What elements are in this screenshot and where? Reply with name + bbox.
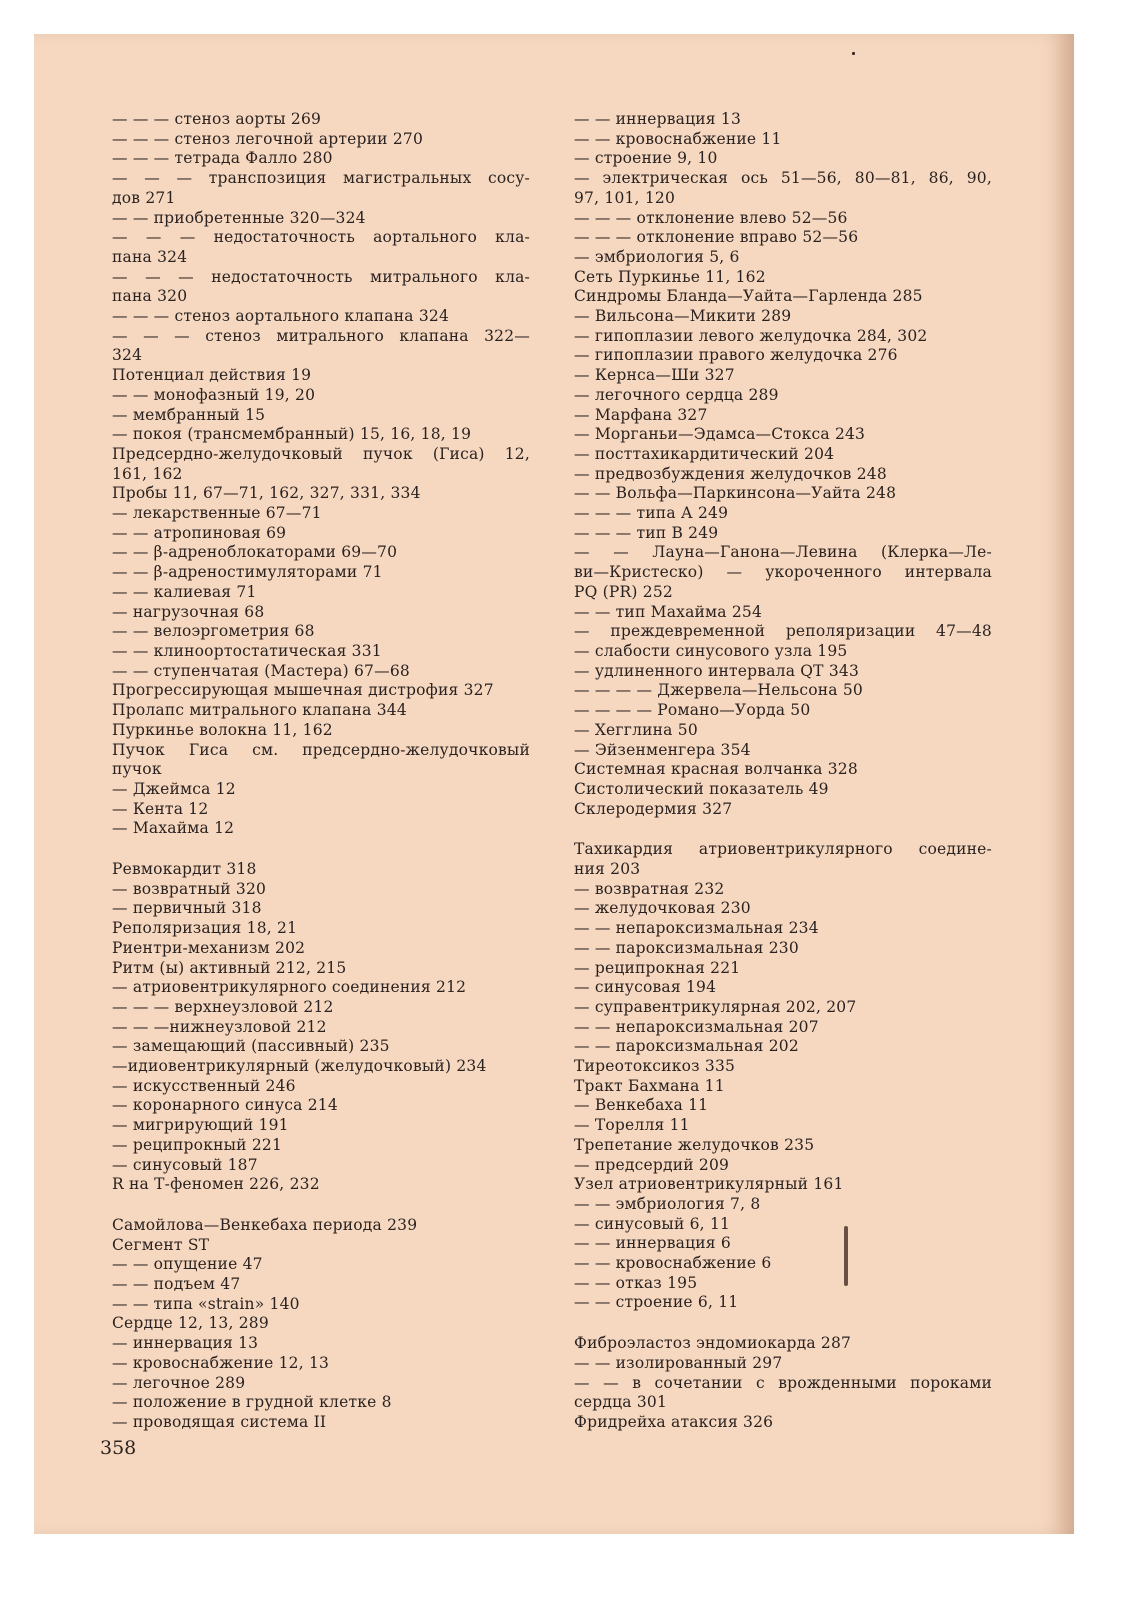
index-entry: Сеть Пуркинье 11, 162 bbox=[574, 267, 766, 286]
index-entry: 161, 162 bbox=[112, 464, 183, 483]
index-entry: — первичный 318 bbox=[112, 899, 262, 918]
index-entry: — искусственный 246 bbox=[112, 1076, 296, 1095]
index-entry: Трепетание желудочков 235 bbox=[574, 1135, 815, 1154]
index-entry: Ревмокардит 318 bbox=[112, 860, 257, 879]
index-column-left bbox=[112, 110, 530, 1433]
index-entry: — — клиноортостатическая 331 bbox=[112, 641, 382, 660]
ink-mark bbox=[844, 1226, 848, 1286]
index-entry: — — — недостаточность митрального кла- bbox=[112, 267, 530, 286]
index-entry: — Венкебаха 11 bbox=[574, 1096, 709, 1115]
section-gap bbox=[574, 1313, 992, 1334]
index-entry: — коронарного синуса 214 bbox=[112, 1096, 338, 1115]
index-entry: — — β-адреноблокаторами 69—70 bbox=[112, 543, 398, 562]
index-entry: Тахикардия атриовентрикулярного соедине- bbox=[574, 840, 992, 859]
index-entry: — — монофазный 19, 20 bbox=[112, 385, 316, 404]
index-entry: — — — недостаточность аортального кла- bbox=[112, 228, 530, 247]
index-entry: 324 bbox=[112, 346, 143, 365]
index-entry: — Джеймса 12 bbox=[112, 779, 236, 798]
index-entry: R на Т-феномен 226, 232 bbox=[112, 1175, 320, 1194]
index-entry: — — опущение 47 bbox=[112, 1255, 263, 1274]
index-entry: — синусовый 6, 11 bbox=[574, 1214, 731, 1233]
index-entry: Ритм (ы) активный 212, 215 bbox=[112, 958, 347, 977]
index-entry: — — — отклонение влево 52—56 bbox=[574, 208, 848, 227]
index-entry: Фиброэластоз эндомиокарда 287 bbox=[574, 1334, 852, 1353]
index-entry: пучок bbox=[112, 760, 162, 779]
index-entry: — предсердий 209 bbox=[574, 1155, 730, 1174]
index-entry: — легочное 289 bbox=[112, 1373, 246, 1392]
section-gap bbox=[112, 1195, 530, 1216]
index-entry: Предсердно-желудочковый пучок (Гиса) 12, bbox=[112, 444, 530, 463]
index-entry: Прогрессирующая мышечная дистрофия 327 bbox=[112, 681, 494, 700]
index-entry: — возвратная 232 bbox=[574, 879, 725, 898]
index-entry: Потенциал действия 19 bbox=[112, 366, 312, 385]
index-entry: — гипоплазии правого желудочка 276 bbox=[574, 346, 898, 365]
index-entry: — — отказ 195 bbox=[574, 1273, 698, 1292]
index-entry: — — атропиновая 69 bbox=[112, 523, 287, 542]
section-gap bbox=[112, 839, 530, 860]
index-entry: — возвратный 320 bbox=[112, 879, 267, 898]
index-entry: — — — отклонение вправо 52—56 bbox=[574, 228, 859, 247]
index-entry: Пролапс митрального клапана 344 bbox=[112, 701, 407, 720]
index-entry: Пуркинье волокна 11, 162 bbox=[112, 720, 333, 739]
section-gap bbox=[574, 819, 992, 840]
index-entry: — — пароксизмальная 230 bbox=[574, 938, 799, 957]
index-entry: — — пароксизмальная 202 bbox=[574, 1037, 799, 1056]
index-entry: — Марфана 327 bbox=[574, 405, 708, 424]
index-entry: — преждевременной реполяризации 47—48 bbox=[574, 622, 992, 641]
index-entry: пана 324 bbox=[112, 247, 188, 266]
index-entry: Сегмент ST bbox=[112, 1235, 210, 1254]
index-entry: — слабости синусового узла 195 bbox=[574, 641, 848, 660]
index-entry: — — — тетрада Фалло 280 bbox=[112, 149, 333, 168]
index-entry: — Вильсона—Микити 289 bbox=[574, 307, 792, 326]
index-entry: — легочного сердца 289 bbox=[574, 385, 779, 404]
index-entry: — — — тип В 249 bbox=[574, 523, 719, 542]
index-entry: Пучок Гиса см. предсердно-желудочковый bbox=[112, 740, 530, 759]
index-entry: Сердце 12, 13, 289 bbox=[112, 1314, 269, 1333]
index-entry: — строение 9, 10 bbox=[574, 149, 718, 168]
index-column-right bbox=[574, 110, 992, 1433]
index-entry: — — изолированный 297 bbox=[574, 1353, 783, 1372]
index-entry: — предвозбуждения желудочков 248 bbox=[574, 464, 887, 483]
index-entry: Пробы 11, 67—71, 162, 327, 331, 334 bbox=[112, 484, 421, 503]
page-number: 358 bbox=[100, 1437, 137, 1459]
index-entry: — кровоснабжение 12, 13 bbox=[112, 1353, 330, 1372]
index-entry: PQ (PR) 252 bbox=[574, 582, 673, 601]
index-entry: — Эйзенменгера 354 bbox=[574, 740, 751, 759]
index-entry: — иннервация 13 bbox=[112, 1334, 259, 1353]
index-entry: — — велоэргометрия 68 bbox=[112, 622, 315, 641]
index-entry: — — типа «strain» 140 bbox=[112, 1294, 300, 1313]
index-entry: — электрическая ось 51—56, 80—81, 86, 90, bbox=[574, 169, 992, 188]
index-entry: сердца 301 bbox=[574, 1393, 668, 1412]
index-entry: — — —нижнеузловой 212 bbox=[112, 1017, 327, 1036]
index-entry: — мигрирующий 191 bbox=[112, 1116, 289, 1135]
index-entry: — гипоплазии левого желудочка 284, 302 bbox=[574, 326, 928, 345]
index-entry: —идиовентрикулярный (желудочковый) 234 bbox=[112, 1057, 487, 1076]
index-entry: — — — — Джервела—Нельсона 50 bbox=[574, 681, 863, 700]
index-entry: ви—Кристеско) — укороченного интервала bbox=[574, 563, 992, 582]
index-entry: — — подъем 47 bbox=[112, 1275, 241, 1294]
index-entry: — проводящая система II bbox=[112, 1413, 327, 1431]
index-entry: — — эмбриология 7, 8 bbox=[574, 1194, 761, 1213]
index-entry: — замещающий (пассивный) 235 bbox=[112, 1037, 390, 1056]
index-entry: Систолический показатель 49 bbox=[574, 779, 829, 798]
index-entry: — — калиевая 71 bbox=[112, 582, 257, 601]
index-entry: — — — стеноз аортального клапана 324 bbox=[112, 307, 450, 326]
index-entry: — — — верхнеузловой 212 bbox=[112, 997, 334, 1016]
index-entry: — — β-адреностимуляторами 71 bbox=[112, 563, 383, 582]
index-entry: — — строение 6, 11 bbox=[574, 1293, 739, 1312]
index-entry: — Кента 12 bbox=[112, 799, 209, 818]
index-entry: — мембранный 15 bbox=[112, 405, 266, 424]
index-entry: — синусовая 194 bbox=[574, 978, 717, 997]
ink-speck bbox=[852, 52, 855, 55]
index-entry: — — непароксизмальная 234 bbox=[574, 919, 819, 938]
index-entry: Склеродермия 327 bbox=[574, 799, 733, 818]
index-entry: — — — стеноз легочной артерии 270 bbox=[112, 129, 423, 148]
index-entry: — удлиненного интервала QT 343 bbox=[574, 661, 860, 680]
index-entry: — Кернса—Ши 327 bbox=[574, 366, 735, 385]
index-entry: — суправентрикулярная 202, 207 bbox=[574, 997, 857, 1016]
index-entry: — — — типа А 249 bbox=[574, 504, 729, 523]
index-entry: — покоя (трансмембранный) 15, 16, 18, 19 bbox=[112, 425, 472, 444]
index-entry: — — — транспозиция магистральных сосу- bbox=[112, 169, 530, 188]
index-entry: — — иннервация 6 bbox=[574, 1234, 731, 1253]
index-entry: — реципрокная 221 bbox=[574, 958, 741, 977]
index-entry: Узел атриовентрикулярный 161 bbox=[574, 1175, 844, 1194]
index-entry: — положение в грудной клетке 8 bbox=[112, 1393, 392, 1412]
index-entry: — Махайма 12 bbox=[112, 819, 235, 838]
index-entry: ния 203 bbox=[574, 860, 641, 879]
index-entry: — нагрузочная 68 bbox=[112, 602, 265, 621]
index-entry: — синусовый 187 bbox=[112, 1155, 258, 1174]
index-entry: — — тип Махайма 254 bbox=[574, 602, 763, 621]
index-entry: Реполяризация 18, 21 bbox=[112, 919, 298, 938]
index-entry: — — непароксизмальная 207 bbox=[574, 1017, 819, 1036]
index-entry: — — ступенчатая (Мастера) 67—68 bbox=[112, 661, 410, 680]
index-entry: 97, 101, 120 bbox=[574, 188, 676, 207]
index-entry: пана 320 bbox=[112, 287, 188, 306]
book-page bbox=[34, 34, 1074, 1534]
index-entry: — желудочковая 230 bbox=[574, 899, 751, 918]
index-entry: — атриовентрикулярного соединения 212 bbox=[112, 978, 467, 997]
index-entry: — — кровоснабжение 6 bbox=[574, 1254, 772, 1273]
index-entry: — посттахикардитический 204 bbox=[574, 444, 835, 463]
index-entry: — — приобретенные 320—324 bbox=[112, 208, 366, 227]
index-entry: — — — стеноз аорты 269 bbox=[112, 110, 322, 128]
index-entry: дов 271 bbox=[112, 188, 176, 207]
index-entry: Фридрейха атаксия 326 bbox=[574, 1413, 774, 1431]
index-entry: — — Вольфа—Паркинсона—Уайта 248 bbox=[574, 484, 897, 503]
index-entry: — — — — Романо—Уорда 50 bbox=[574, 701, 811, 720]
index-entry: — лекарственные 67—71 bbox=[112, 504, 322, 523]
index-entry: — — иннервация 13 bbox=[574, 110, 742, 128]
index-entry: — Хегглина 50 bbox=[574, 720, 698, 739]
index-entry: — Морганьи—Эдамса—Стокса 243 bbox=[574, 425, 866, 444]
index-entry: Тракт Бахмана 11 bbox=[574, 1076, 725, 1095]
index-entry: — эмбриология 5, 6 bbox=[574, 247, 740, 266]
index-entry: — Торелля 11 bbox=[574, 1116, 690, 1135]
index-entry: Тиреотоксикоз 335 bbox=[574, 1057, 736, 1076]
index-entry: — — в сочетании с врожденными пороками bbox=[574, 1373, 992, 1392]
index-entry: — — кровоснабжение 11 bbox=[574, 129, 782, 148]
index-entry: Самойлова—Венкебаха периода 239 bbox=[112, 1215, 418, 1234]
index-entry: — — — стеноз митрального клапана 322— bbox=[112, 326, 530, 345]
index-entry: Риентри-механизм 202 bbox=[112, 938, 306, 957]
index-entry: — реципрокный 221 bbox=[112, 1135, 283, 1154]
index-entry: Системная красная волчанка 328 bbox=[574, 760, 858, 779]
index-entry: Синдромы Бланда—Уайта—Гарленда 285 bbox=[574, 287, 923, 306]
index-entry: — — Лауна—Ганона—Левина (Клерка—Ле- bbox=[574, 543, 992, 562]
